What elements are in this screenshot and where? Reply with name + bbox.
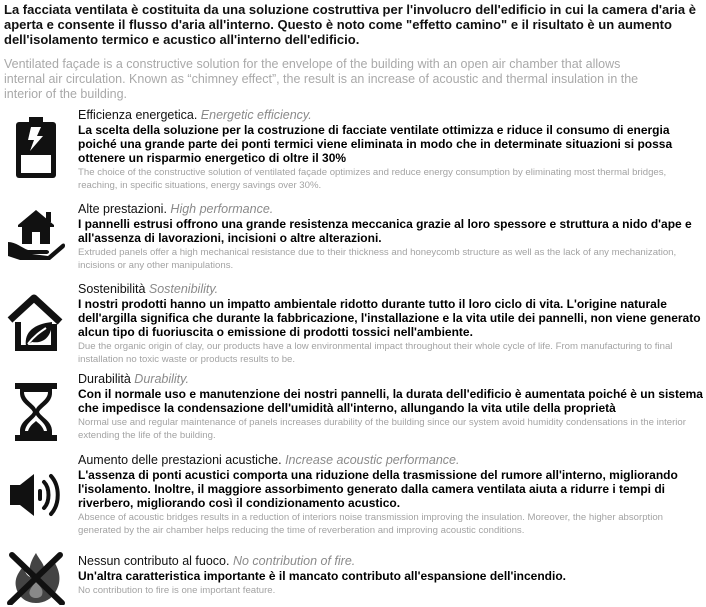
feature-title: [78, 554, 704, 568]
feature-title: [78, 453, 704, 467]
feature-title: [78, 108, 704, 122]
feature-body-italian: I nostri prodotti hanno un impatto ambientale ridotto durante tutto il loro ciclo di vita. L'origine naturale dell'argilla significa che durante la fabbricazione, l'installazione e la vita utile dei pannelli, non viene generato alcun tipo di fuoriuscita o emissione di prodotti tossici nell'ambiente.: [78, 297, 701, 339]
intro-italian: La facciata ventilata è costituita da una soluzione costruttiva per l'involucro dell'edificio in cui la camera d'aria è aperta e consente il flusso d'aria all'interno. Questo è noto come "effetto camino" e il risultato è un aumento dell'isolamento termico e acustico all'interno dell'edificio.: [4, 2, 696, 47]
feature-title: [78, 282, 704, 296]
feature-title-english: High performance.: [170, 202, 274, 216]
speaker-icon: [4, 463, 68, 527]
feature-title: [78, 372, 704, 386]
feature-body-italian: Un'altra caratteristica importante è il mancato contributo all'espansione dell'incendio.: [78, 569, 567, 583]
feature-body-italian: Con il normale uso e manutenzione dei nostri pannelli, la durata dell'edificio è aumentata poiché è un sistema che impedisce la condensazione dell'umidità all'interno, allungando la vita utile della proprietà: [78, 387, 703, 415]
feature-body-english: Due the organic origin of clay, our products have a low environmental impact throughout their whole cycle of life. From manufacturing to final installation no toxic waste or products results to be.: [78, 341, 673, 365]
feature-title-english: No contribution of fire.: [232, 554, 356, 568]
intro-english: Ventilated façade is a constructive solution for the envelope of the building with an open air chamber that allows internal air circulation. Known as “chimney effect”, the result is an increase of acoustic and thermal insulation in the interior of the building.: [4, 57, 639, 101]
feature-title: [78, 202, 704, 216]
no-fire-icon: [4, 550, 68, 606]
hourglass-icon: [4, 380, 68, 444]
feature-body-italian: La scelta della soluzione per la costruzione di facciate ventilate ottimizza e riduce il consumo di energia poiché una grande parte dei ponti termici viene eliminata in modo che in determinate situazioni si possa ottenere un risparmio energetico di oltre il 30%: [78, 123, 673, 165]
feature-body-italian: I pannelli estrusi offrono una grande resistenza meccanica grazie al loro spessore e struttura a nido d'ape e all'assenza di lavorazioni, incisioni o altre alterazioni.: [78, 217, 692, 245]
feature-title-english: Energetic efficiency.: [200, 108, 312, 122]
feature-title-italian: Alte prestazioni.: [78, 202, 167, 216]
feature-body-english: Extruded panels offer a high mechanical resistance due to their thickness and honeycomb structure as well as the lack of any mechanization, incisions or any other manipulations.: [78, 247, 677, 271]
feature-body-english: The choice of the constructive solution of ventilated façade optimizes and reduce energy consumption by eliminating most thermal bridges, reaching, in specific situations, energy savings over 30%.: [78, 167, 667, 191]
house-in-hand-icon: [4, 202, 68, 266]
eco-house-icon: [4, 290, 68, 354]
feature-title-italian: Durabilità: [78, 372, 131, 386]
feature-title-italian: Aumento delle prestazioni acustiche.: [78, 453, 282, 467]
feature-title-english: Increase acoustic performance.: [285, 453, 460, 467]
feature-title-italian: Sostenibilità: [78, 282, 146, 296]
feature-body-italian: L'assenza di ponti acustici comporta una riduzione della trasmissione del rumore all'interno, migliorando l'isolamento. Inoltre, il maggiore assorbimento generato dalla camera ventilata aiuta a ridurre i tempi di riverbero, migliorando così il condizionamento acustico.: [78, 468, 678, 510]
feature-body-english: Normal use and regular maintenance of panels increases durability of the building since our system avoid humidity condensations in the interior extending the life of the building.: [78, 417, 686, 441]
feature-title-english: Sostenibility.: [148, 282, 219, 296]
feature-body-english: Absence of acoustic bridges results in a reduction of interiors noise transmission improving the insulation. Moreover, the higher absorption generated by the air chamber helps reducing the time of reverberation and improving acoustic conditions.: [78, 512, 663, 536]
feature-title-italian: Nessun contributo al fuoco.: [78, 554, 230, 568]
battery-icon: [4, 116, 68, 180]
feature-body-english: No contribution to fire is one important feature.: [78, 585, 276, 596]
feature-title-english: Durability.: [134, 372, 189, 386]
feature-title-italian: Efficienza energetica.: [78, 108, 198, 122]
